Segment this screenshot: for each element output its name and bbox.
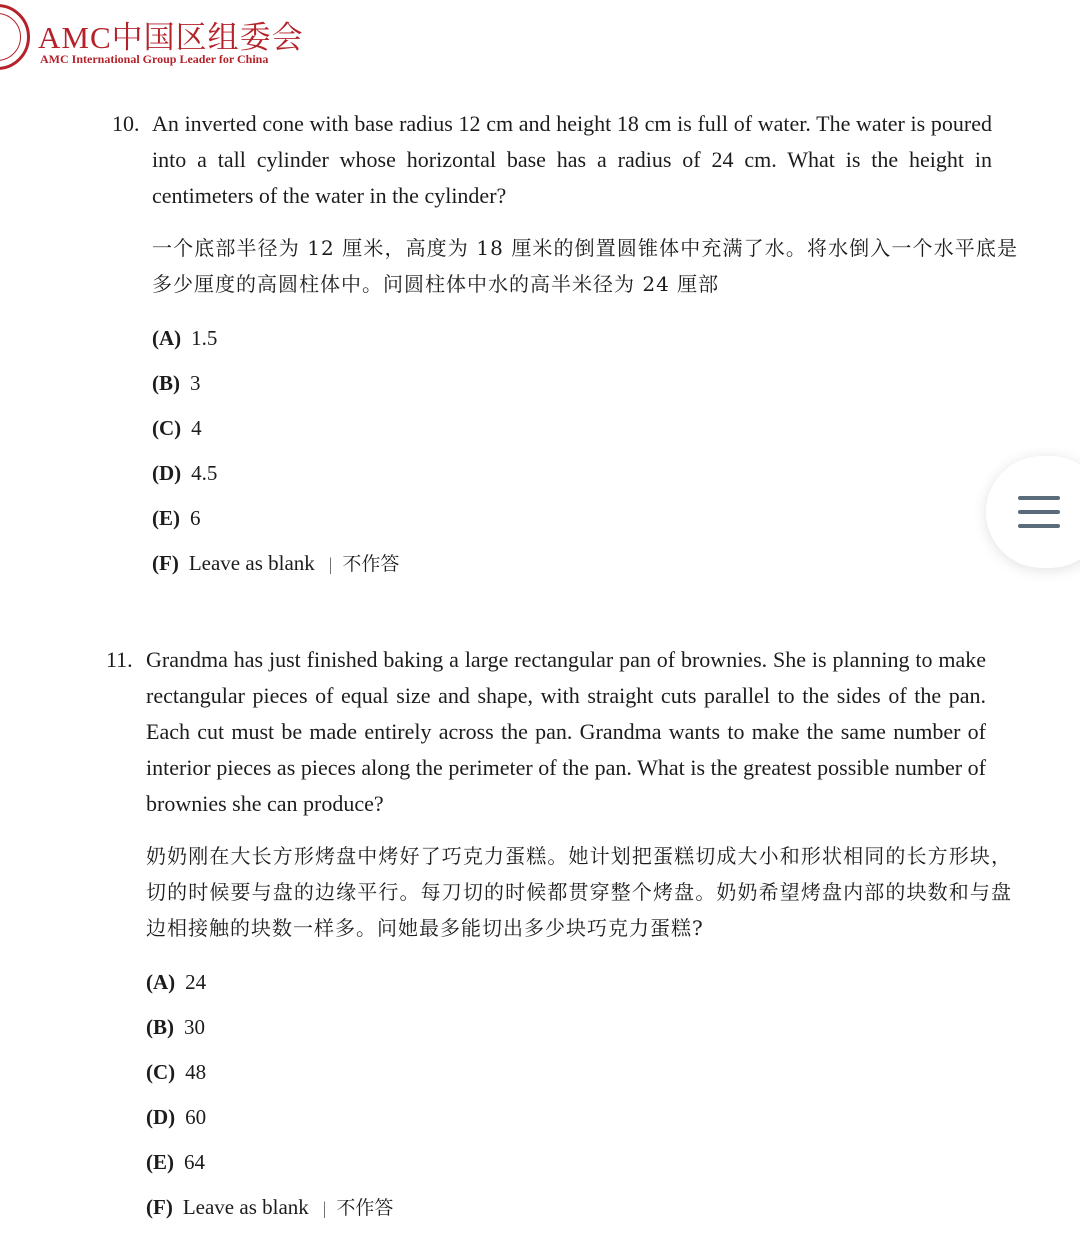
choice-letter: (D): [152, 461, 182, 485]
question-number: 11.: [106, 647, 133, 672]
choice-letter: (E): [152, 506, 180, 530]
choice-value-cn: 不作答: [342, 553, 400, 575]
choice-value: Leave as blank: [188, 551, 315, 575]
choice-value: 4.5: [191, 461, 218, 485]
choice-value: Leave as blank: [182, 1195, 309, 1219]
choice-separator: |: [322, 1198, 327, 1218]
question-text-en: An inverted cone with base radius 12 cm and height 18 cm is full of water. The water is poured into a tall cylinder whose horizontal base has a radius of 24 cm. What is the height in centimeters of the water in the cylinder?: [152, 111, 992, 208]
choice-letter: (B): [152, 371, 180, 395]
question-text-cn: 一个底部半径为 12 厘米，高度为 18 厘米的倒置圆锥体中充满了水。将水倒入一个水平底是多少厘度的高圆柱体中。问圆柱体中水的高半米径为 24 厘部: [152, 236, 1018, 296]
choice-separator: |: [328, 554, 333, 574]
choice-letter: (C): [152, 416, 182, 440]
choice-f[interactable]: [152, 541, 992, 586]
choice-e[interactable]: [146, 1140, 986, 1185]
logo-title: AMC中国区组委会: [38, 20, 304, 55]
choice-c[interactable]: [152, 406, 992, 451]
choice-value: 30: [184, 1015, 205, 1039]
header-logo: [0, 0, 400, 90]
choice-value: 6: [190, 506, 201, 530]
answer-choices: [146, 960, 986, 1230]
choice-letter: (F): [152, 551, 179, 575]
logo-subtitle: AMC International Group Leader for China: [40, 52, 269, 66]
choice-letter: (C): [146, 1060, 176, 1084]
choice-value: 60: [185, 1105, 207, 1129]
choice-d[interactable]: [146, 1095, 986, 1140]
choice-letter: (D): [146, 1105, 176, 1129]
choice-d[interactable]: [152, 451, 992, 496]
choice-e[interactable]: [152, 496, 992, 541]
choice-letter: (A): [146, 970, 176, 994]
choice-value-cn: 不作答: [336, 1197, 394, 1219]
choice-value: 4: [191, 416, 202, 440]
question-10: [112, 106, 1018, 586]
choice-letter: (A): [152, 326, 182, 350]
choice-c[interactable]: [146, 1050, 986, 1095]
question-11: [106, 642, 1012, 1230]
choice-letter: (F): [146, 1195, 173, 1219]
choice-value: 24: [185, 970, 207, 994]
choice-letter: (E): [146, 1150, 174, 1174]
choice-a[interactable]: [146, 960, 986, 1005]
choice-letter: (B): [146, 1015, 174, 1039]
choice-value: 64: [184, 1150, 205, 1174]
answer-choices: [152, 316, 992, 586]
choice-value: 1.5: [191, 326, 218, 350]
choice-b[interactable]: [152, 361, 992, 406]
amc-seal-logo: [0, 4, 30, 70]
choice-b[interactable]: [146, 1005, 986, 1050]
choice-value: 48: [185, 1060, 207, 1084]
question-text-en: Grandma has just finished baking a large rectangular pan of brownies. She is planning to make rectangular pieces of equal size and shape, with straight cuts parallel to the sides of the pan. Each cut must be made entirely across the pan. Grandma wants to make the same number of interior pieces as pieces along the perimeter of the pan. What is the greatest possible number of brownies she can produce?: [146, 647, 986, 816]
choice-a[interactable]: [152, 316, 992, 361]
choice-value: 3: [190, 371, 201, 395]
question-text-cn: 奶奶刚在大长方形烤盘中烤好了巧克力蛋糕。她计划把蛋糕切成大小和形状相同的长方形块，切的时候要与盘的边缘平行。每刀切的时候都贯穿整个烤盘。奶奶希望烤盘内部的块数和与盘边相接触的块数一样多。问她最多能切出多少块巧克力蛋糕?: [146, 844, 1012, 940]
choice-f[interactable]: [146, 1185, 986, 1230]
question-number: 10.: [112, 111, 140, 136]
menu-button[interactable]: [986, 456, 1080, 568]
